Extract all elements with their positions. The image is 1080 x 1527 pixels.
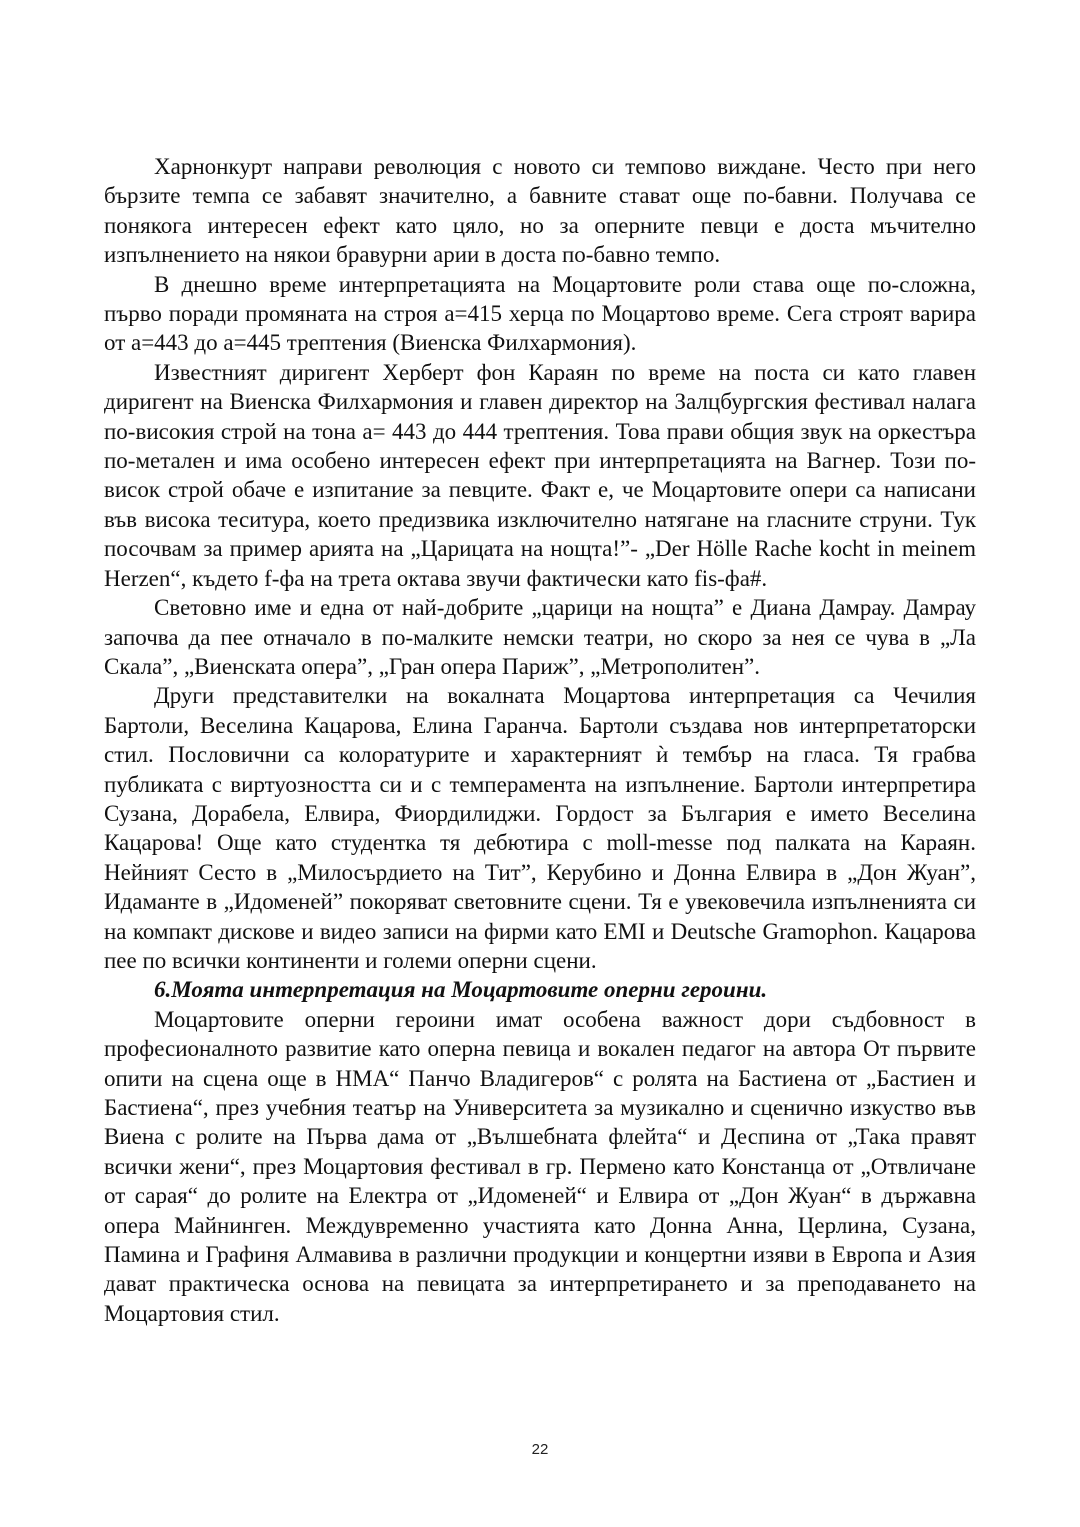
paragraph-karajan: Известният диригент Херберт фон Караян по време на поста си като главен диригент на Виенска Филхармония и главен директор на Залцбургския фестивал налага по-високия строй на тона а= 443 до 444 трептения. Това прави общия звук на оркестъра по-метален и има особено интересен ефект при интерпретацията на Вагнер. Този по-висок строй обаче е изпитание за певците. Факт е, че Моцартовите опери са написани във висока теситура, което предизвика изключително натягане на гласните струни. Тук посочвам за пример арията на „Царицата на нощта!”- „Der Hölle Rache kocht in meinem Herzen“, където f-фа на трета октава звучи фактически като fis-фа#. (104, 359, 976, 591)
paragraph-damrau: Световно име и една от най-добрите „царици на нощта” е Диана Дамрау. Дамрау започва да пее отначало в по-малките немски театри, но скоро за нея се чува в „Ла Скала”, „Виенската опера”, „Гран опера Париж”, „Метрополитен”. (104, 595, 976, 679)
document-body (104, 152, 976, 1328)
section-heading: 6.Моята интерпретация на Моцартовите оперни героини. (154, 977, 768, 1003)
paragraph-author-roles: Моцартовите оперни героини имат особена важност дори съдбовност в професионалното развитие като оперна певица и вокален педагог на автора От първите опити на сцена още в НМА“ Панчо Владигеров“ с ролята на Бастиена от „Бастиен и Бастиена“, през учебния театър на Университета за музикално и сценично изкуство във Виена с ролите на Първа дама от „Вълшебната флейта“ и Деспина от „Така правят всички жени“, през Моцартовия фестивал в гр. Пермено като Констанца от „Отвличане от сарая“ до ролите на Електра от „Идоменей“ и Елвира от „Дон Жуан“ в държавна опера Майнинген. Междувременно участията като Донна Анна, Церлина, Сузана, Памина и Графиня Алмавива в различни продукции и концертни изяви в Европа и Азия дават практическа основа на певицата за интерпретирането и за преподаването на Моцартовия стил. (104, 1006, 976, 1326)
page-number: 22 (531, 1441, 549, 1458)
paragraph-harnoncourt: Харнонкурт направи революция с новото си темпово виждане. Често при него бързите темпа се забавят значително, а бавните стават още по-бавни. Получава се понякога интересен ефект като цяло, но за оперните певци е доста мъчително изпълнението на някои бравурни арии в доста по-бавно темпо. (104, 154, 976, 268)
paragraph-interpreters: Други представителки на вокалната Моцартова интерпретация са Чечилия Бартоли, Веселина Кацарова, Елина Гаранча. Бартоли създава нов интерпретаторски стил. Пословични са колоратурите и характерният ѝ тембър на гласа. Тя грабва публиката с виртуозността си и с темперамента на изпълнение. Бартоли интерпретира Сузана, Дорабела, Елвира, Фиордилиджи. Гордост за България е името Веселина Кацарова! Още като студентка тя дебютира с moll-messe под палката на Караян. Нейният Сесто в „Милосърдието на Тит”, Керубино и Донна Елвира в „Дон Жуан”, Идаманте в „Идоменей” покоряват световните сцени. Тя е увековечила изпълненията си на компакт дискове и видео записи на фирми като EMI и Deutsche Gramophon. Кацарова пее по всички континенти и големи оперни сцени. (104, 683, 976, 973)
paragraph-tuning-pitch: В днешно време интерпретацията на Моцартовите роли става още по-сложна, първо поради промяната на строя а=415 херца по Моцартово време. Сега строят варира от а=443 до а=445 трептения (Виенска Филхармония). (104, 271, 976, 356)
